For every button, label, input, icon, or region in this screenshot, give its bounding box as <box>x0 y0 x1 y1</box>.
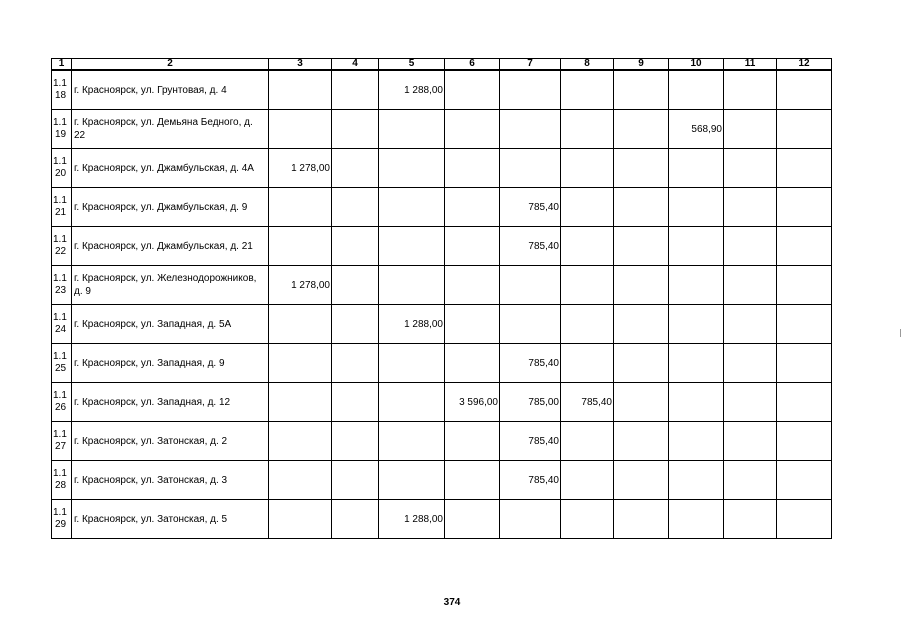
table-row <box>52 383 832 422</box>
value-cell <box>724 110 777 149</box>
value-cell <box>561 227 614 266</box>
value-cell <box>614 305 669 344</box>
page-number: 374 <box>443 597 461 608</box>
value-cell <box>724 188 777 227</box>
value-cell <box>500 305 561 344</box>
value-cell <box>724 227 777 266</box>
value-cell: 1 278,00 <box>269 266 332 305</box>
value-cell <box>445 422 500 461</box>
value-cell <box>561 110 614 149</box>
value-cell <box>614 461 669 500</box>
value-cell: 785,40 <box>500 461 561 500</box>
row-index-number: 26 <box>55 402 67 413</box>
value-cell <box>777 110 832 149</box>
value-cell <box>614 227 669 266</box>
value-cell <box>332 461 379 500</box>
address-cell: г. Красноярск, ул. Джамбульская, д. 4А <box>72 149 269 188</box>
value-cell <box>777 266 832 305</box>
row-index-prefix: 1.1 <box>53 78 67 89</box>
address-cell: г. Красноярск, ул. Грунтовая, д. 4 <box>72 70 269 110</box>
row-index-number: 21 <box>55 207 67 218</box>
value-cell <box>332 188 379 227</box>
value-cell <box>561 305 614 344</box>
row-index-cell <box>52 344 72 383</box>
value-cell <box>500 110 561 149</box>
value-cell <box>724 266 777 305</box>
value-cell <box>445 188 500 227</box>
row-index-cell <box>52 149 72 188</box>
value-cell <box>614 500 669 539</box>
row-index-number: 23 <box>55 285 67 296</box>
value-cell <box>332 149 379 188</box>
row-index-number: 20 <box>55 168 67 179</box>
value-cell <box>379 461 445 500</box>
address-cell: г. Красноярск, ул. Железнодорожников, д. 9 <box>72 266 269 305</box>
column-header: 7 <box>500 59 561 71</box>
value-cell <box>724 383 777 422</box>
value-cell <box>669 305 724 344</box>
value-cell <box>614 422 669 461</box>
value-cell <box>561 266 614 305</box>
row-index-prefix: 1.1 <box>53 156 67 167</box>
table-row <box>52 149 832 188</box>
value-cell <box>561 149 614 188</box>
scan-mark <box>900 329 901 337</box>
value-cell <box>269 70 332 110</box>
value-cell <box>500 149 561 188</box>
row-index-cell <box>52 461 72 500</box>
value-cell <box>379 266 445 305</box>
value-cell <box>445 344 500 383</box>
value-cell <box>379 188 445 227</box>
value-cell <box>561 70 614 110</box>
value-cell <box>777 344 832 383</box>
address-cell: г. Красноярск, ул. Затонская, д. 5 <box>72 500 269 539</box>
row-index-prefix: 1.1 <box>53 312 67 323</box>
value-cell <box>614 344 669 383</box>
value-cell: 1 278,00 <box>269 149 332 188</box>
row-index-number: 24 <box>55 324 67 335</box>
value-cell <box>445 110 500 149</box>
row-index-prefix: 1.1 <box>53 507 67 518</box>
column-header: 11 <box>724 59 777 71</box>
value-cell: 568,90 <box>669 110 724 149</box>
value-cell <box>669 500 724 539</box>
row-index-prefix: 1.1 <box>53 195 67 206</box>
address-cell: г. Красноярск, ул. Затонская, д. 3 <box>72 461 269 500</box>
value-cell <box>445 70 500 110</box>
value-cell <box>332 383 379 422</box>
value-cell <box>724 461 777 500</box>
value-cell <box>669 422 724 461</box>
column-header: 6 <box>445 59 500 71</box>
table-body <box>52 70 832 539</box>
address-cell: г. Красноярск, ул. Западная, д. 5А <box>72 305 269 344</box>
value-cell <box>332 305 379 344</box>
value-cell <box>269 500 332 539</box>
value-cell <box>269 110 332 149</box>
value-cell <box>445 266 500 305</box>
column-header: 3 <box>269 59 332 71</box>
row-index-cell <box>52 110 72 149</box>
table-row <box>52 344 832 383</box>
value-cell: 785,40 <box>500 188 561 227</box>
row-index-number: 18 <box>55 90 67 101</box>
value-cell <box>669 266 724 305</box>
address-cell: г. Красноярск, ул. Западная, д. 12 <box>72 383 269 422</box>
row-index-prefix: 1.1 <box>53 351 67 362</box>
row-index-cell <box>52 422 72 461</box>
column-header: 8 <box>561 59 614 71</box>
value-cell <box>269 227 332 266</box>
value-cell <box>614 383 669 422</box>
row-index-cell <box>52 500 72 539</box>
value-cell <box>500 70 561 110</box>
value-cell <box>614 266 669 305</box>
value-cell <box>500 266 561 305</box>
value-cell <box>445 461 500 500</box>
row-index-cell <box>52 227 72 266</box>
value-cell <box>724 70 777 110</box>
value-cell <box>500 500 561 539</box>
value-cell: 1 288,00 <box>379 500 445 539</box>
column-header: 12 <box>777 59 832 71</box>
address-cell: г. Красноярск, ул. Затонская, д. 2 <box>72 422 269 461</box>
column-header: 1 <box>52 59 72 71</box>
value-cell <box>379 422 445 461</box>
value-cell: 785,40 <box>561 383 614 422</box>
value-cell <box>777 383 832 422</box>
value-cell <box>724 149 777 188</box>
value-cell <box>614 188 669 227</box>
row-index-number: 19 <box>55 129 67 140</box>
table-row <box>52 227 832 266</box>
value-cell <box>777 422 832 461</box>
column-header: 5 <box>379 59 445 71</box>
row-index-prefix: 1.1 <box>53 117 67 128</box>
value-cell <box>332 266 379 305</box>
value-cell <box>445 500 500 539</box>
value-cell <box>724 422 777 461</box>
row-index-prefix: 1.1 <box>53 390 67 401</box>
document-table <box>51 58 832 539</box>
row-index-prefix: 1.1 <box>53 234 67 245</box>
value-cell <box>445 149 500 188</box>
value-cell <box>777 500 832 539</box>
table-row <box>52 188 832 227</box>
column-header: 4 <box>332 59 379 71</box>
table-row <box>52 305 832 344</box>
address-cell: г. Красноярск, ул. Джамбульская, д. 9 <box>72 188 269 227</box>
value-cell <box>332 344 379 383</box>
row-index-cell <box>52 70 72 110</box>
value-cell: 785,40 <box>500 422 561 461</box>
value-cell <box>614 149 669 188</box>
value-cell <box>269 383 332 422</box>
value-cell <box>777 461 832 500</box>
value-cell <box>777 227 832 266</box>
value-cell: 785,40 <box>500 344 561 383</box>
value-cell <box>379 344 445 383</box>
value-cell <box>269 461 332 500</box>
address-cell: г. Красноярск, ул. Демьяна Бедного, д. 22 <box>72 110 269 149</box>
row-index-number: 25 <box>55 363 67 374</box>
value-cell <box>669 461 724 500</box>
value-cell <box>669 70 724 110</box>
row-index-cell <box>52 188 72 227</box>
row-index-prefix: 1.1 <box>53 273 67 284</box>
value-cell <box>777 305 832 344</box>
value-cell <box>724 500 777 539</box>
value-cell <box>669 383 724 422</box>
value-cell: 3 596,00 <box>445 383 500 422</box>
value-cell <box>445 305 500 344</box>
address-cell: г. Красноярск, ул. Западная, д. 9 <box>72 344 269 383</box>
value-cell <box>669 149 724 188</box>
value-cell <box>669 344 724 383</box>
value-cell <box>561 344 614 383</box>
value-cell <box>614 70 669 110</box>
header-row <box>52 59 832 71</box>
value-cell <box>561 500 614 539</box>
value-cell <box>379 383 445 422</box>
value-cell <box>669 227 724 266</box>
value-cell <box>332 500 379 539</box>
row-index-number: 28 <box>55 480 67 491</box>
column-header: 10 <box>669 59 724 71</box>
value-cell: 1 288,00 <box>379 305 445 344</box>
value-cell <box>561 422 614 461</box>
value-cell <box>724 344 777 383</box>
row-index-number: 27 <box>55 441 67 452</box>
address-cell: г. Красноярск, ул. Джамбульская, д. 21 <box>72 227 269 266</box>
value-cell <box>269 188 332 227</box>
value-cell: 785,40 <box>500 227 561 266</box>
row-index-prefix: 1.1 <box>53 468 67 479</box>
value-cell <box>777 188 832 227</box>
row-index-cell <box>52 383 72 422</box>
row-index-number: 22 <box>55 246 67 257</box>
value-cell <box>445 227 500 266</box>
value-cell <box>669 188 724 227</box>
value-cell <box>614 110 669 149</box>
value-cell <box>561 188 614 227</box>
column-header: 9 <box>614 59 669 71</box>
value-cell <box>269 344 332 383</box>
table-row <box>52 500 832 539</box>
value-cell <box>332 422 379 461</box>
value-cell <box>269 422 332 461</box>
value-cell <box>777 149 832 188</box>
value-cell: 1 288,00 <box>379 70 445 110</box>
row-index-prefix: 1.1 <box>53 429 67 440</box>
row-index-number: 29 <box>55 519 67 530</box>
table-row <box>52 110 832 149</box>
row-index-cell <box>52 266 72 305</box>
value-cell <box>332 110 379 149</box>
table-row <box>52 461 832 500</box>
value-cell <box>379 110 445 149</box>
value-cell: 785,00 <box>500 383 561 422</box>
table-row <box>52 422 832 461</box>
value-cell <box>379 227 445 266</box>
column-header: 2 <box>72 59 269 71</box>
row-index-cell <box>52 305 72 344</box>
value-cell <box>379 149 445 188</box>
value-cell <box>269 305 332 344</box>
value-cell <box>332 70 379 110</box>
value-cell <box>777 70 832 110</box>
table-row <box>52 266 832 305</box>
value-cell <box>724 305 777 344</box>
table-row <box>52 70 832 110</box>
value-cell <box>561 461 614 500</box>
value-cell <box>332 227 379 266</box>
